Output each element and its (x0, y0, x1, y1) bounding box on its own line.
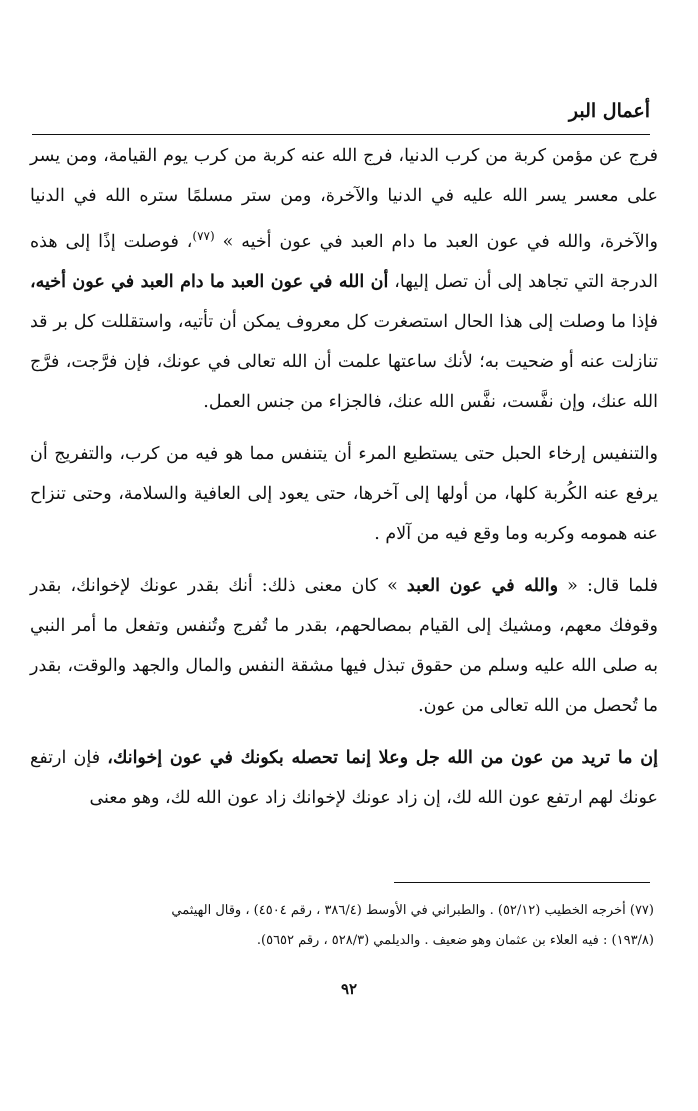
paragraph-4 (30, 738, 658, 818)
paragraph-3-emphasis: والله في عون العبد (406, 575, 559, 596)
paragraph-2: والتنفيس إرخاء الحبل حتى يستطيع المرء أن يتنفس مما هو فيه من كرب، والتفريج أن يرفع عنه الكُربة كلها، من أولها إلى آخرها، حتى يعود إلى العافية والسلامة، وحتى تنزاح عنه همومه وكربه وما وقع فيه من آلام . (30, 443, 658, 544)
paragraph-4-emphasis: إن ما تريد من عون من الله جل وعلا إنما تحصله بكونك في عون إخوانك، (107, 747, 658, 768)
paragraph-1-emphasis: أن الله في عون العبد ما دام العبد في عون أخيه، (30, 271, 389, 292)
paragraph-3-part-1: فلما قال: « (558, 575, 658, 596)
running-title: أعمال البر (568, 100, 650, 122)
main-text (30, 136, 658, 818)
footnote-line-1: (٧٧) أخرجه الخطيب (٥٢/١٢) . والطبراني في الأوسط (٣٨٦/٤ ، رقم ٤٥٠٤) ، وقال الهيثمي (171, 903, 654, 918)
footnote-line-2: (١٩٣/٨) : فيه العلاء بن عثمان وهو ضعيف . والديلمي (٥٢٨/٣ ، رقم ٥٦٥٢). (256, 933, 654, 948)
paragraph-3-part-2: » كان معنى ذلك: أنك بقدر عونك لإخوانك، بقدر وقوفك معهم، ومشيك إلى القيام بمصالحهم، بقدر ما تُفرج وتُنفس وتفعل ما أمر النبي به صلى الله عليه وسلم من حقوق تبذل فيها مشقة النفس والمال والجهد والوقت، بقدر ما تُحصل من الله تعالى من عون. (30, 575, 658, 716)
paragraph-1 (30, 136, 658, 422)
page-number: ٩٢ (340, 980, 358, 998)
paragraph-4-part-1: فإن ارتفع عونك لهم ارتفع عون الله لك، إن زاد عونك لإخوانك زاد عون الله لك، وهو معنى (30, 747, 658, 808)
footnote (30, 896, 654, 956)
running-header (32, 100, 650, 135)
paragraph-1-part-3: فإذا ما وصلت إلى هذا الحال استصغرت كل معروف يمكن أن تأتيه، واستقللت كل بر قد تنازلت عنه أو ضحيت به؛ لأنك ساعتها علمت أن الله تعالى في عونك، فإن فرَّجت، فرَّج الله عنك، وإن نفَّست، نفَّس الله عنك، فالجزاء من جنس العمل. (30, 311, 658, 412)
footnote-ref[interactable]: (٧٧) (192, 229, 215, 243)
paragraph-1-part-1: فرج عن مؤمن كربة من كرب الدنيا، فرج الله عنه كربة من كرب يوم القيامة، ومن يسر على معسر يسر الله عليه في الدنيا والآخرة، ومن ستر مسلمًا ستره الله في الدنيا والآخرة، والله في عون العبد ما دام العبد في عون أخيه » (30, 146, 658, 252)
paragraph-1-part-2: ، فوصلت إذًا إلى هذه الدرجة التي تجاهد إلى أن تصل إليها، (30, 231, 658, 292)
paragraph-3 (30, 566, 658, 726)
footnote-divider (394, 882, 650, 883)
